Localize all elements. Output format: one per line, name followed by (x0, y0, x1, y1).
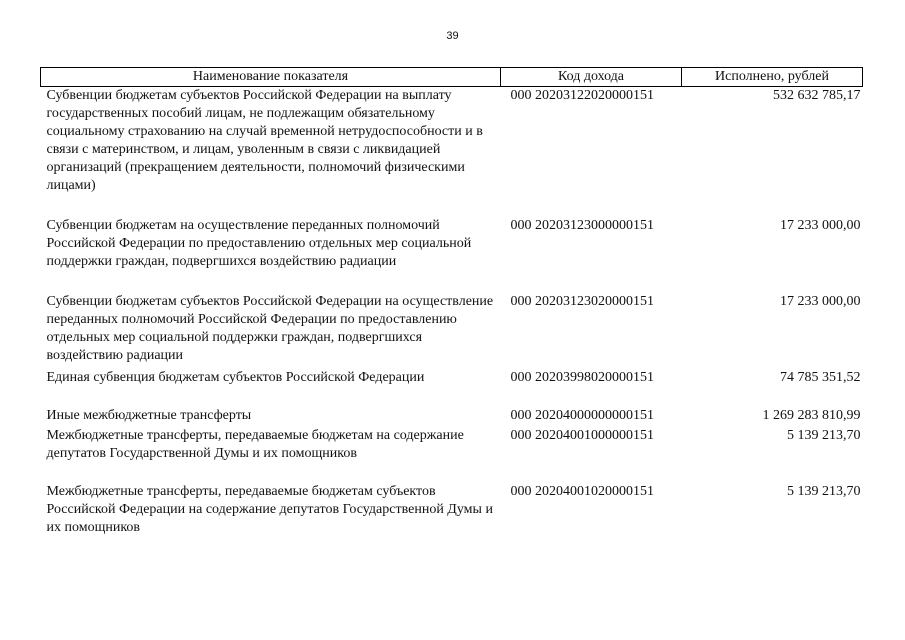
row-name: Субвенции бюджетам на осуществление переданных полномочий Российской Федерации по предоставлению отдельных мер социальной поддержки граждан, подвергшихся воздействию радиации (46, 217, 472, 269)
row-code: 000 20203998020000151 (510, 369, 654, 385)
row-name: Субвенции бюджетам субъектов Российской Федерации на осуществление переданных полномочий Российской Федерации по предоставлению отдельных мер социальной поддержки граждан, подвергшихся воздействию радиации (46, 293, 494, 363)
row-amount: 17 233 000,00 (780, 217, 861, 233)
page-number: 39 (446, 30, 459, 42)
row-amount: 1 269 283 810,99 (762, 407, 861, 423)
header-row (41, 68, 863, 87)
row-name: Межбюджетные трансферты, передаваемые бюджетам субъектов Российской Федерации на содержание депутатов Государственной Думы и их помощников (46, 483, 493, 535)
header-revenue-code: Код дохода (501, 68, 682, 87)
header-executed-amount: Исполнено, рублей (682, 68, 863, 87)
table-row (41, 483, 863, 539)
row-name: Единая субвенция бюджетам субъектов Российской Федерации (46, 369, 425, 385)
table-row (41, 87, 863, 217)
row-code: 000 20203122020000151 (510, 88, 654, 103)
row-code: 000 20204001020000151 (510, 483, 654, 499)
row-amount: 74 785 351,52 (780, 369, 861, 385)
row-name: Иные межбюджетные трансферты (46, 407, 252, 423)
table-header (41, 68, 863, 87)
row-amount: 5 139 213,70 (787, 427, 861, 443)
table-row (41, 293, 863, 369)
table-row (41, 369, 863, 407)
table-body (41, 87, 863, 539)
row-amount: 17 233 000,00 (780, 293, 861, 309)
row-code: 000 20203123020000151 (510, 293, 654, 309)
row-code: 000 20203123000000151 (510, 217, 654, 233)
table-row (41, 217, 863, 293)
header-indicator-name: Наименование показателя (41, 68, 501, 87)
row-name: Межбюджетные трансферты, передаваемые бюджетам на содержание депутатов Государственной Думы и их помощников (46, 427, 464, 461)
table-row (41, 407, 863, 427)
row-code: 000 20204000000000151 (510, 407, 654, 423)
row-code: 000 20204001000000151 (510, 427, 654, 443)
row-amount: 532 632 785,17 (773, 88, 861, 103)
table-row (41, 427, 863, 483)
row-name: Субвенции бюджетам субъектов Российской Федерации на выплату государственных пособий лицам, не подлежащим обязательному социальному страхованию на случай временной нетрудоспособности и в связи с материнством, и лицам, уволенным в связи с ликвидацией организаций (прекращением деятельности, полномочий физическими лицами) (46, 88, 483, 193)
row-amount: 5 139 213,70 (787, 483, 861, 499)
revenue-table (40, 67, 863, 539)
